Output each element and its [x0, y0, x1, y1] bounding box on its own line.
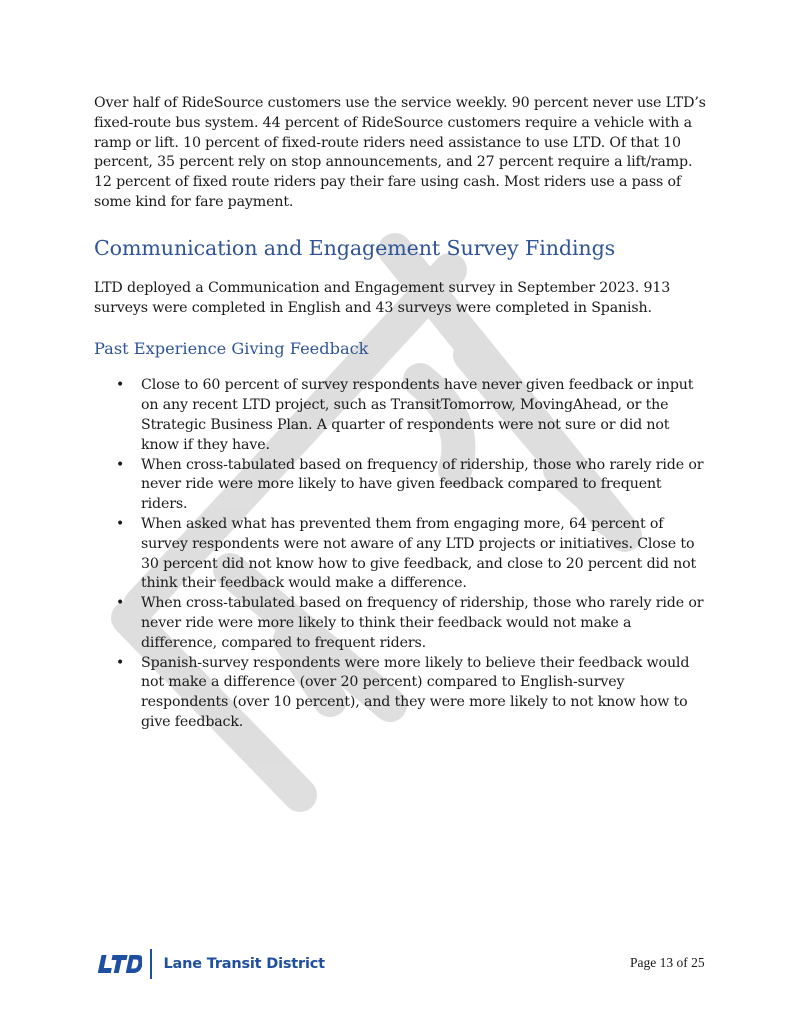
- bullet-icon: •: [116, 654, 125, 671]
- list-item-text: When cross-tabulated based on frequency of ridership, those who rarely ride or never ride were more likely to think their feedback would not make a difference, compared to frequent riders.: [141, 595, 704, 651]
- ltd-logo: [96, 949, 325, 979]
- list-item: [94, 515, 710, 594]
- bullet-icon: •: [116, 595, 125, 612]
- list-item: [94, 456, 710, 515]
- bullet-icon: •: [116, 456, 125, 473]
- list-item-text: When asked what has prevented them from engaging more, 64 percent of survey respondents were not aware of any LTD projects or initiatives. Close to 30 percent did not know how to give feedback, and close to 20 percent did not think their feedback would make a difference.: [141, 515, 697, 592]
- bullet-icon: •: [116, 515, 125, 532]
- section-heading: Communication and Engagement Survey Findings: [94, 235, 616, 260]
- findings-list: [94, 376, 710, 732]
- subheading: Past Experience Giving Feedback: [94, 339, 369, 359]
- list-item: [94, 594, 710, 653]
- page-content: [94, 94, 710, 733]
- page-number: Page 13 of 25: [630, 955, 705, 970]
- intro-paragraph: Over half of RideSource customers use the service weekly. 90 percent never use LTD’s fixed-route bus system. 44 percent of RideSource customers require a vehicle with a ramp or lift. 10 percent of fixed-route riders need assistance to use LTD. Of that 10 percent, 35 percent rely on stop announcements, and 27 percent require a lift/ramp. 12 percent of fixed route riders pay their fare using cash. Most riders use a pass of some kind for fare payment.: [94, 95, 706, 210]
- list-item: [94, 376, 710, 455]
- section-paragraph: LTD deployed a Communication and Engagement survey in September 2023. 913 surveys were completed in English and 43 surveys were completed in Spanish.: [94, 279, 671, 316]
- list-item-text: Spanish-survey respondents were more likely to believe their feedback would not make a difference (over 20 percent) compared to English-survey respondents (over 10 percent), and they were more likely to not know how to give feedback.: [141, 654, 690, 730]
- logo-divider: [150, 949, 152, 979]
- bullet-icon: •: [116, 377, 125, 394]
- list-item-text: When cross-tabulated based on frequency of ridership, those who rarely ride or never ride were more likely to have given feedback compared to frequent riders.: [141, 456, 704, 513]
- list-item: [94, 654, 710, 733]
- ltd-logo-mark-icon: [96, 953, 142, 975]
- list-item-text: Close to 60 percent of survey respondents have never given feedback or input on any recent LTD project, such as TransitTomorrow, MovingAhead, or the Strategic Business Plan. A quarter of respondents were not sure or did not know if they have.: [141, 377, 694, 453]
- organization-name: Lane Transit District: [163, 956, 325, 972]
